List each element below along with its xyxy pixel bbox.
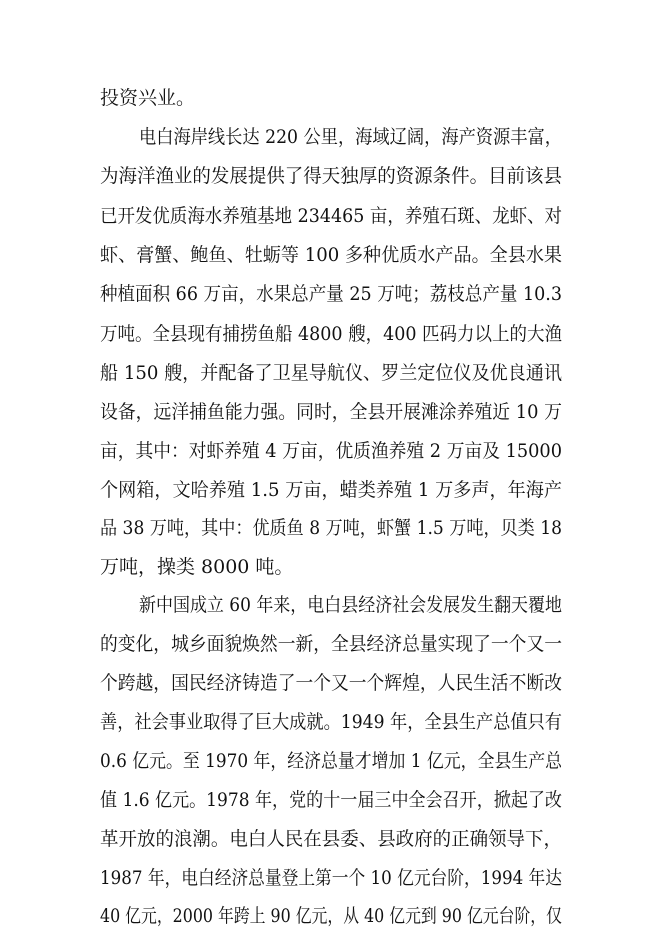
text-line [0, 431, 662, 471]
text-line-content: 种植面积 66 万亩，水果总产量 25 万吨；荔枝总产量 10.3 [100, 283, 562, 305]
text-line [0, 547, 662, 587]
text-line [0, 702, 662, 742]
text-line [0, 235, 662, 275]
text-line-content: 革开放的浪潮。电白人民在县委、县政府的正确领导下， [100, 828, 563, 850]
text-line-content: 已开发优质海水养殖基地 234465 亩，养殖石斑、龙虾、对 [100, 205, 563, 227]
text-line-content: 个跨越，国民经济铸造了一个又一个辉煌，人民生活不断改 [100, 672, 563, 694]
text-line [0, 858, 662, 898]
text-line [0, 508, 662, 548]
text-line [0, 78, 662, 118]
text-line [0, 896, 662, 936]
text-line [0, 392, 662, 432]
text-line-content: 投资兴业。 [100, 87, 196, 109]
text-line [0, 314, 662, 354]
text-line [0, 353, 662, 393]
text-line-content: 亩，其中：对虾养殖 4 万亩，优质渔养殖 2 万亩及 15000 [100, 440, 563, 462]
text-line [0, 156, 662, 196]
text-line [0, 585, 662, 625]
text-line-content: 个网箱，文哈养殖 1.5 万亩，蜡类养殖 1 万多声，年海产 [100, 479, 562, 501]
text-line [0, 196, 662, 236]
text-line [0, 117, 662, 157]
text-line [0, 663, 662, 703]
text-line-content: 新中国成立 60 年来，电白县经济社会发展发生翻天覆地 [139, 594, 563, 616]
text-line-content: 40 亿元，2000 年跨上 90 亿元，从 40 亿元到 90 亿元台阶，仅 [100, 905, 562, 927]
text-line-content: 船 150 艘，并配备了卫星导航仪、罗兰定位仪及优良通讯 [100, 362, 563, 384]
text-line-content: 虾、膏蟹、鲍鱼、牡蛎等 100 多种优质水产品。全县水果 [100, 244, 563, 266]
text-line-content: 0.6 亿元。至 1970 年，经济总量才增加 1 亿元，全县生产总 [100, 750, 562, 772]
text-line [0, 470, 662, 510]
text-line [0, 741, 662, 781]
text-line-content: 万吨。全县现有捕捞鱼船 4800 艘，400 匹码力以上的大渔 [100, 323, 563, 345]
text-line-content: 善，社会事业取得了巨大成就。1949 年，全县生产总值只有 [100, 711, 563, 733]
text-line-content: 1987 年，电白经济总量登上第一个 10 亿元台阶，1994 年达 [100, 867, 562, 889]
text-line [0, 274, 662, 314]
text-line-content: 万吨，操类 8000 吨。 [100, 556, 294, 578]
text-line [0, 780, 662, 820]
text-line-content: 电白海岸线长达 220 公里，海域辽阔，海产资源丰富， [139, 126, 562, 148]
text-line-content: 的变化，城乡面貌焕然一新，全县经济总量实现了一个又一 [100, 633, 563, 655]
text-line [0, 624, 662, 664]
text-line [0, 819, 662, 859]
text-line-content: 值 1.6 亿元。1978 年，党的十一届三中全会召开，掀起了改 [100, 789, 562, 811]
text-line-content: 品 38 万吨，其中：优质鱼 8 万吨，虾蟹 1.5 万吨，贝类 18 [100, 517, 563, 539]
text-line-content: 为海洋渔业的发展提供了得天独厚的资源条件。目前该县 [100, 165, 563, 187]
text-line-content: 设备，远洋捕鱼能力强。同时，全县开展滩涂养殖近 10 万 [100, 401, 562, 423]
